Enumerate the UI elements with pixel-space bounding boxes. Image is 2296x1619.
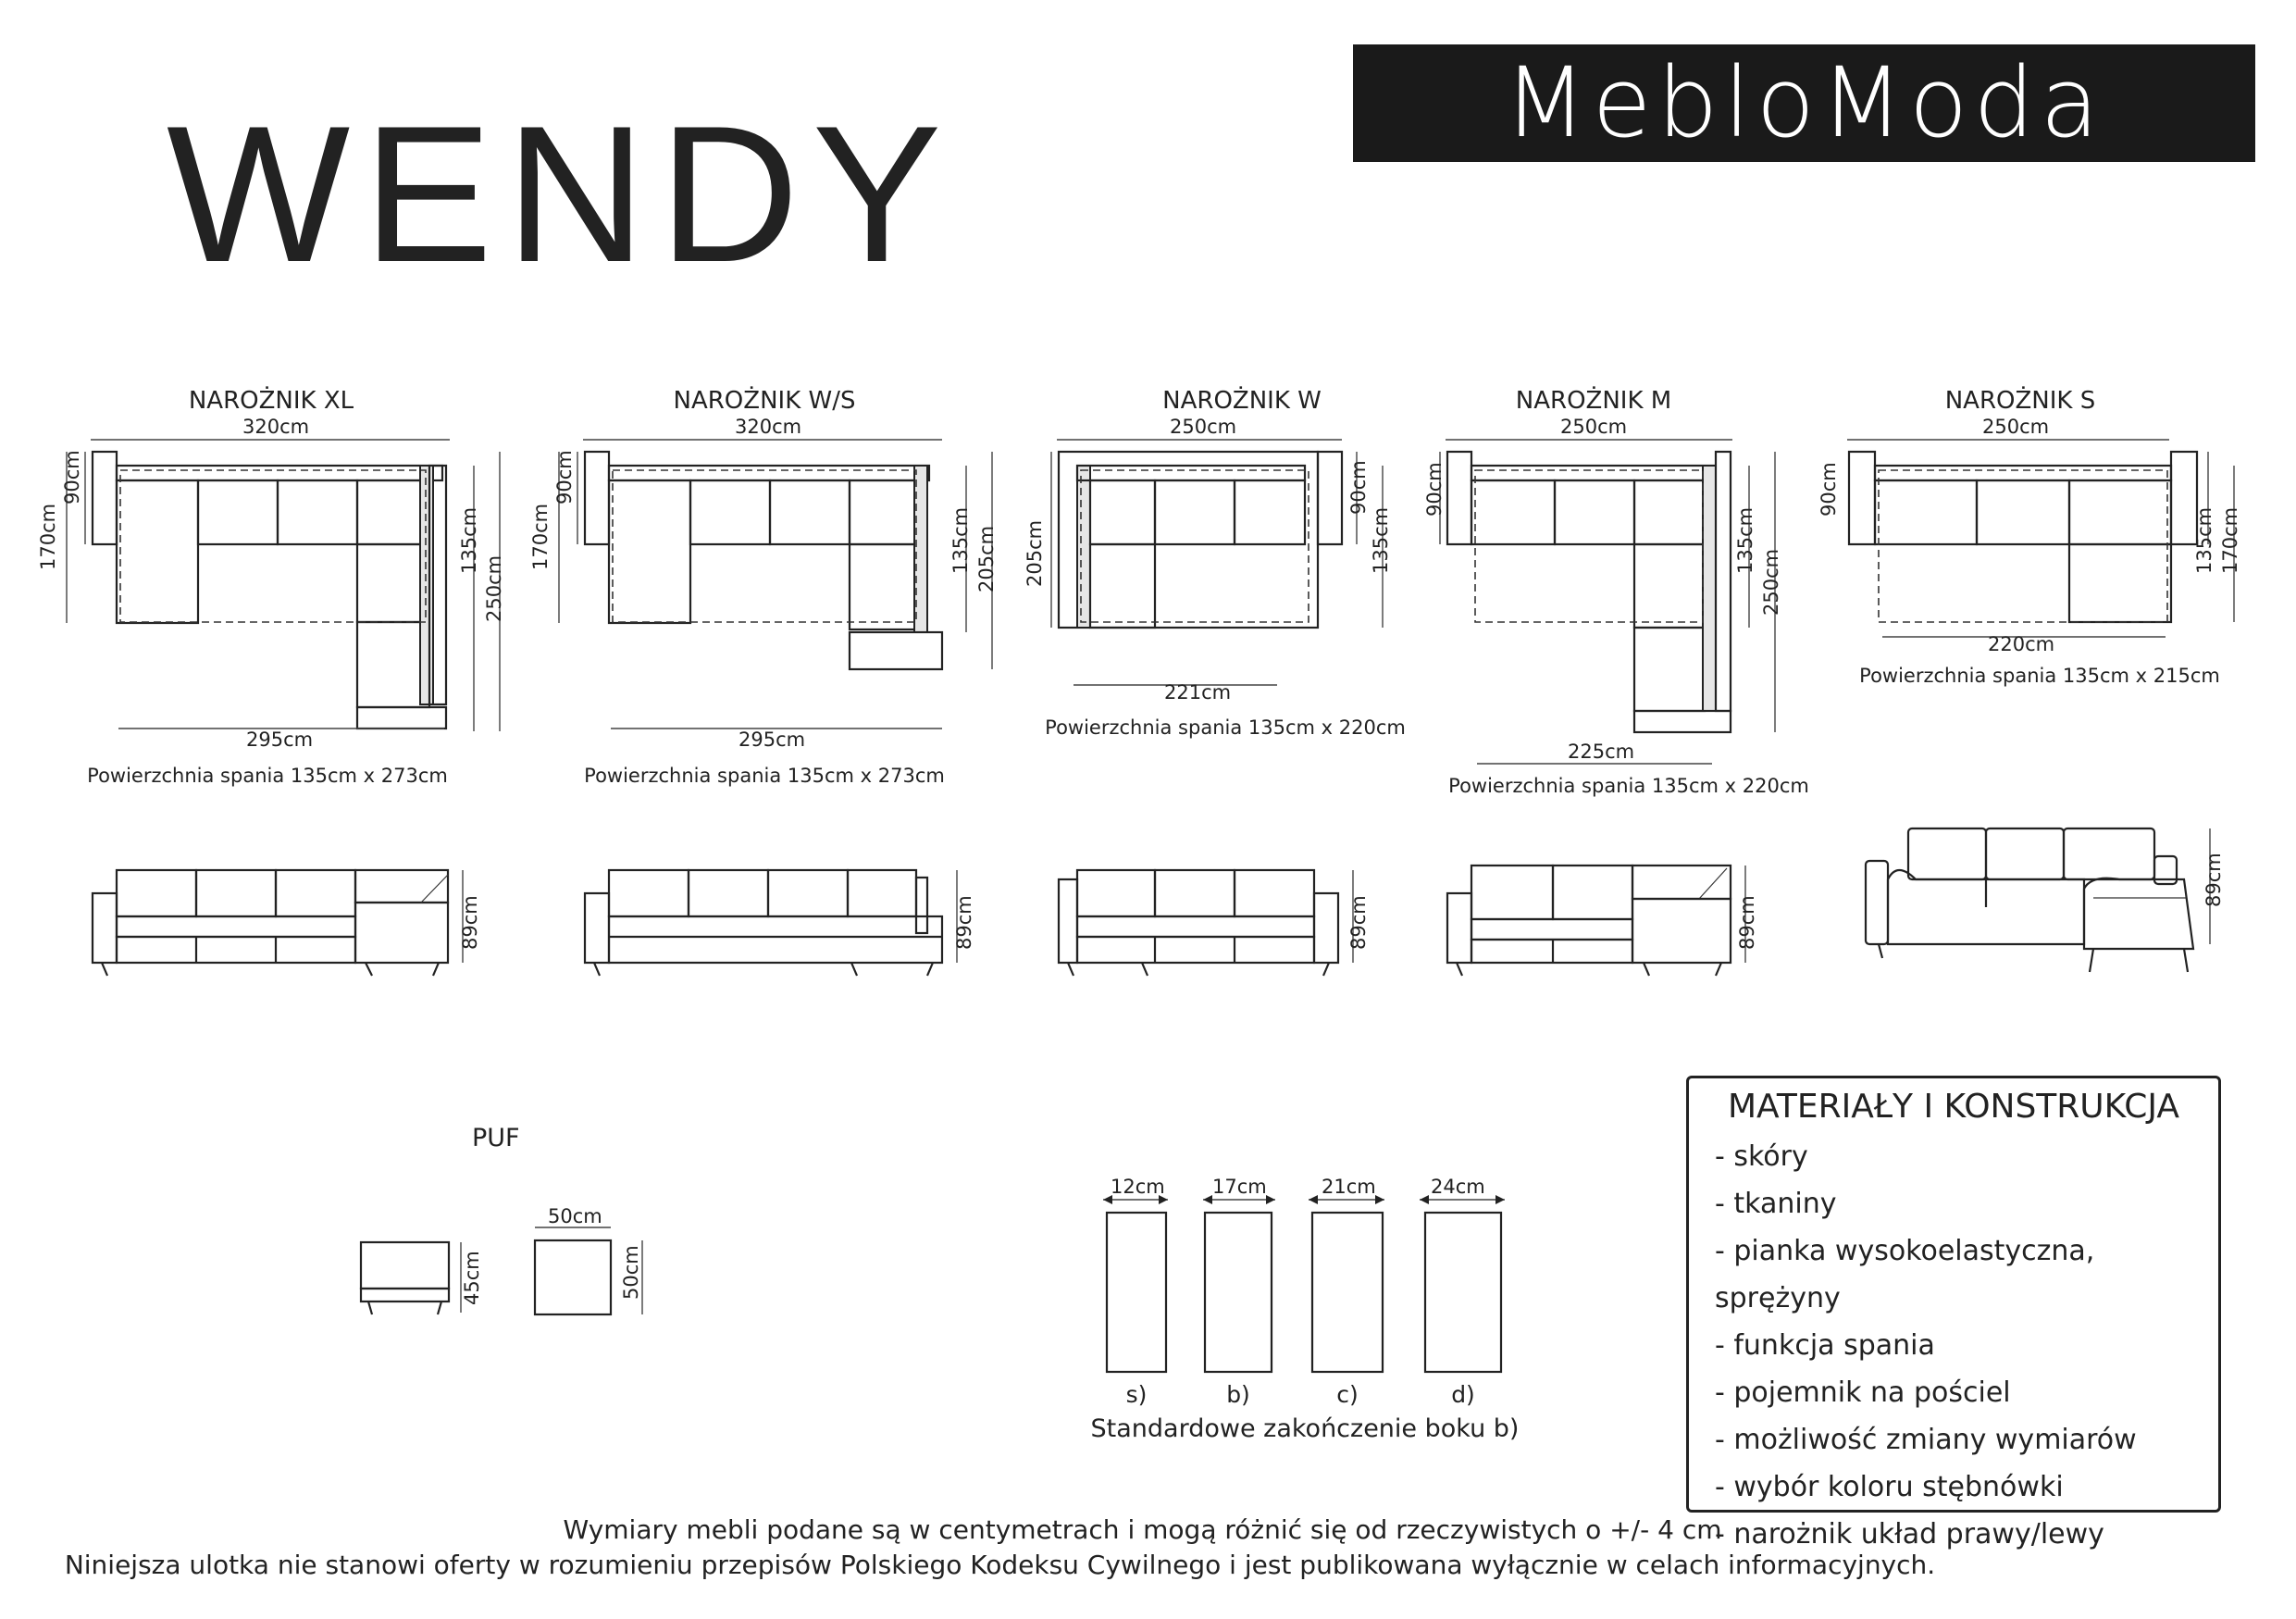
dim-h4-xl: 250cm (483, 554, 505, 622)
materials-box (1686, 1076, 2221, 1551)
material-item: - tkaniny (1715, 1188, 1837, 1220)
armrest-c-letter: c) (1336, 1381, 1359, 1408)
dim-bottom-m: 225cm (1568, 741, 1635, 763)
dim-h3-ws: 135cm (949, 506, 972, 574)
armrest-d-width: 24cm (1431, 1176, 1485, 1198)
sleep-area-ws: Powierzchnia spania 135cm x 273cm (584, 765, 945, 787)
dim-width-ws: 320cm (735, 416, 802, 438)
armrest-b (1203, 1195, 1275, 1372)
dim-h1-s: 90cm (1818, 462, 1840, 517)
puf-side: 50cm (620, 1245, 642, 1300)
armrest-d (1420, 1195, 1505, 1372)
sleep-area-w: Powierzchnia spania 135cm x 220cm (1045, 716, 1406, 739)
variant-title-xl: NAROŻNIK XL (188, 387, 354, 415)
sleep-area-s: Powierzchnia spania 135cm x 215cm (1859, 665, 2220, 687)
dim-h1-xl: 170cm (37, 503, 59, 570)
dim-h1-ws: 170cm (529, 503, 552, 570)
dim-h1-m: 90cm (1423, 462, 1446, 517)
materials-title: MATERIAŁY I KONSTRUKCJA (1727, 1088, 2180, 1126)
sleep-area-xl: Powierzchnia spania 135cm x 273cm (87, 765, 448, 787)
dim-h4-ws: 205cm (975, 525, 998, 592)
armrest-s-width: 12cm (1111, 1176, 1165, 1198)
armrest-caption: Standardowe zakończenie boku b) (1090, 1414, 1520, 1443)
variant-title-w: NAROŻNIK W (1162, 387, 1322, 415)
material-item: - funkcja spania (1715, 1329, 1935, 1362)
variant-title-s: NAROŻNIK S (1944, 387, 2096, 415)
variant-title-m: NAROŻNIK M (1515, 387, 1672, 415)
dim-h2-xl: 90cm (61, 450, 83, 504)
product-title: WENDY (167, 85, 955, 303)
armrest-s (1103, 1195, 1168, 1372)
puf-height: 45cm (461, 1251, 483, 1305)
sleep-area-m: Powierzchnia spania 135cm x 220cm (1448, 775, 1809, 797)
dim-width-w: 250cm (1170, 416, 1237, 438)
armrest-b-letter: b) (1226, 1381, 1250, 1408)
dim-h2-ws: 90cm (553, 450, 576, 504)
brand-logo: MebloModa (1353, 44, 2255, 162)
front-height-s: 89cm (2203, 853, 2225, 907)
front-height-w: 89cm (1347, 895, 1370, 950)
armrest-c-width: 21cm (1322, 1176, 1376, 1198)
material-item: - możliwość zmiany wymiarów (1715, 1424, 2137, 1456)
armrest-s-letter: s) (1125, 1381, 1148, 1408)
variant-title-ws: NAROŻNIK W/S (673, 387, 856, 415)
armrest-c (1309, 1195, 1384, 1372)
puf-top: 50cm (548, 1205, 602, 1227)
armrest-d-letter: d) (1451, 1381, 1475, 1408)
dim-width-m: 250cm (1560, 416, 1628, 438)
dim-width-s: 250cm (1982, 416, 2050, 438)
material-item: - pojemnik na pościel (1715, 1376, 2011, 1409)
materials-list (1715, 1133, 2218, 1558)
material-item: - wybór koloru stębnówki (1715, 1471, 2064, 1503)
front-height-ws: 89cm (953, 895, 975, 950)
material-item: - narożnik układ prawy/lewy (1715, 1518, 2104, 1551)
dim-bottom-xl: 295cm (246, 729, 314, 751)
dim-h3-m: 135cm (1734, 506, 1756, 574)
dim-h1-w: 205cm (1024, 519, 1046, 587)
dim-h3-s: 135cm (2193, 506, 2215, 574)
dim-bottom-s: 220cm (1988, 633, 2055, 655)
front-height-m: 89cm (1736, 895, 1758, 950)
puf-label: PUF (472, 1124, 520, 1152)
front-height-xl: 89cm (459, 895, 481, 950)
armrest-b-width: 17cm (1212, 1176, 1267, 1198)
dim-width-xl: 320cm (242, 416, 310, 438)
dim-bottom-ws: 295cm (738, 729, 806, 751)
dim-bottom-w: 221cm (1164, 681, 1232, 704)
dim-h4-m: 250cm (1760, 548, 1782, 616)
footer-note-2: Niniejsza ulotka nie stanowi oferty w rozumieniu przepisów Polskiego Kodeksu Cywilnego i jest publikowana wyłącznie w celach informacyjnych. (64, 1550, 1936, 1580)
material-item: - skóry (1715, 1140, 1808, 1173)
footer-note-1: Wymiary mebli podane są w centymetrach i mogą różnić się od rzeczywistych o +/- 4 cm (563, 1514, 1722, 1545)
dim-h3-w: 135cm (1370, 506, 1392, 574)
material-item: - pianka wysokoelastyczna, sprężyny (1715, 1235, 2095, 1314)
dim-h2-w: 90cm (1347, 460, 1370, 515)
dim-h3-xl: 135cm (458, 506, 480, 574)
dim-h4-s: 170cm (2219, 506, 2241, 574)
